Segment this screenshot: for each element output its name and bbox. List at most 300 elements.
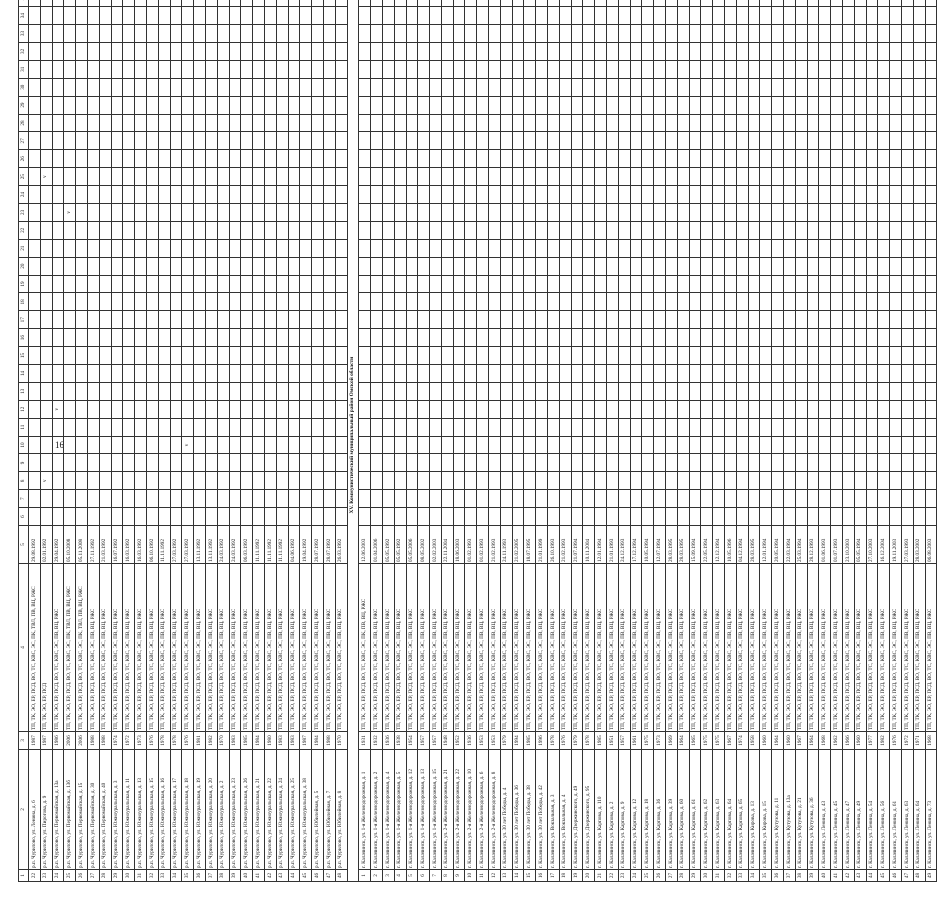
mark-cell (795, 329, 807, 347)
mark-cell (512, 25, 524, 43)
mark-cell (52, 96, 64, 114)
mark-cell (312, 508, 324, 526)
mark-cell (536, 42, 548, 60)
mark-cell (677, 293, 689, 311)
date: 16.03.1992 (123, 526, 135, 564)
mark-cell (559, 221, 571, 239)
mark-cell (205, 186, 217, 204)
utilities: ТП, ТК, ЭО, ЕР, ПСД, ВО, ТС, КВС, ЭС, ПВ, ВЦ, РЖС (878, 564, 890, 732)
date: 05.05.1992 (382, 526, 394, 564)
mark-cell (795, 78, 807, 96)
mark-cell (382, 490, 394, 508)
mark-cell (300, 60, 312, 78)
mark-cell (453, 418, 465, 436)
mark-cell (913, 186, 925, 204)
mark-cell (548, 508, 560, 526)
mark-cell (52, 311, 64, 329)
mark-cell (689, 436, 701, 454)
mark-cell (630, 490, 642, 508)
row-number: 15 (524, 870, 536, 882)
mark-cell (901, 186, 913, 204)
row-number: 37 (784, 870, 796, 882)
mark-cell (394, 347, 406, 365)
row-number: 36 (772, 870, 784, 882)
mark-cell (925, 508, 937, 526)
mark-cell (418, 257, 430, 275)
mark-cell (901, 490, 913, 508)
mark-cell (170, 382, 182, 400)
mark-cell (866, 150, 878, 168)
year-built: 1994 (512, 732, 524, 750)
mark-cell (512, 400, 524, 418)
mark-cell (725, 472, 737, 490)
mark-cell (583, 472, 595, 490)
mark-cell (76, 400, 88, 418)
mark-cell (229, 78, 241, 96)
mark-cell (40, 490, 52, 508)
mark-cell (831, 221, 843, 239)
mark-cell (441, 311, 453, 329)
mark-cell (890, 508, 902, 526)
mark-cell (312, 150, 324, 168)
mark-cell (229, 168, 241, 186)
mark-cell (890, 364, 902, 382)
mark-cell (760, 150, 772, 168)
utilities: ТП, ТК, ЭО, ЕР, ПСД, ВО, ТС, КВС, ЭС, ПВ, ВЦ, РЖС (205, 564, 217, 732)
mark-cell (760, 25, 772, 43)
mark-cell (500, 472, 512, 490)
year-built: 1957 (418, 732, 430, 750)
mark-cell (430, 114, 442, 132)
mark-cell (512, 418, 524, 436)
mark-cell (489, 96, 501, 114)
mark-cell (477, 382, 489, 400)
row-number: 2 (371, 870, 383, 882)
row-number: 25 (64, 870, 76, 882)
address: р.п. Чурилово, ул. Южноуральская, д. 3 (111, 750, 123, 870)
mark-cell (878, 221, 890, 239)
mark-cell (725, 364, 737, 382)
mark-cell (536, 472, 548, 490)
mark-cell (371, 7, 383, 25)
table-row (866, 0, 878, 882)
row-number: 31 (135, 870, 147, 882)
mark-cell (760, 382, 772, 400)
mark-cell (229, 347, 241, 365)
mark-cell (760, 186, 772, 204)
mark-cell (736, 382, 748, 400)
mark-cell (831, 400, 843, 418)
mark-cell (689, 0, 701, 7)
mark-cell (418, 78, 430, 96)
mark-cell (630, 78, 642, 96)
mark-cell (111, 96, 123, 114)
mark-cell (312, 221, 324, 239)
mark-cell (819, 436, 831, 454)
mark-cell (123, 239, 135, 257)
mark-cell (64, 132, 76, 150)
mark-cell (312, 186, 324, 204)
mark-cell (76, 275, 88, 293)
mark-cell (194, 364, 206, 382)
mark-cell (430, 221, 442, 239)
mark-cell (878, 364, 890, 382)
mark-cell (795, 364, 807, 382)
mark-cell (760, 329, 772, 347)
mark-cell (760, 436, 772, 454)
mark-cell (146, 293, 158, 311)
mark-cell (359, 400, 371, 418)
mark-cell (217, 96, 229, 114)
mark-cell (453, 42, 465, 60)
mark-cell (40, 114, 52, 132)
mark-cell (205, 400, 217, 418)
mark-cell (99, 203, 111, 221)
mark-cell (760, 168, 772, 186)
mark-cell (500, 78, 512, 96)
table-row (772, 0, 784, 882)
mark-cell (323, 508, 335, 526)
mark-cell (441, 400, 453, 418)
mark-cell (312, 78, 324, 96)
mark-cell (170, 257, 182, 275)
mark-cell (170, 239, 182, 257)
mark-cell (300, 257, 312, 275)
mark-cell (253, 400, 265, 418)
mark-cell (323, 25, 335, 43)
mark-cell (394, 186, 406, 204)
mark-cell (465, 150, 477, 168)
mark-cell (736, 490, 748, 508)
mark-cell (229, 150, 241, 168)
mark-cell (725, 25, 737, 43)
mark-cell (642, 257, 654, 275)
mark-cell (205, 311, 217, 329)
mark-cell (323, 490, 335, 508)
mark-cell (241, 7, 253, 25)
mark-cell (489, 0, 501, 7)
mark-cell (878, 311, 890, 329)
mark-cell (170, 490, 182, 508)
mark-cell (689, 311, 701, 329)
mark-cell (854, 275, 866, 293)
mark-cell (559, 186, 571, 204)
mark-cell (784, 293, 796, 311)
utilities: ТП, ТК, ЭО, ЕР, ПСД, ВО, ТС, КВС, ЭС, ПВ, ВЦ, РЖС (642, 564, 654, 732)
mark-cell (465, 96, 477, 114)
mark-cell (194, 132, 206, 150)
mark-cell (500, 25, 512, 43)
mark-cell (548, 490, 560, 508)
mark-cell (406, 132, 418, 150)
mark-cell (87, 293, 99, 311)
mark-cell (453, 150, 465, 168)
table-row (441, 0, 453, 882)
mark-cell (40, 347, 52, 365)
mark-cell (312, 114, 324, 132)
utilities: ТП, ТК, ЭО, ЕР, ПСД, ВО, ТС, КВС, ЭС, ПВ, ВЦ, РЖС (441, 564, 453, 732)
mark-cell (29, 221, 41, 239)
mark-cell (831, 382, 843, 400)
mark-cell (359, 454, 371, 472)
utilities: ТП, ТК, ЭО, ЕР, ПСД, ВО, ТС, КВС, ЭС, ПВ, ВЦ, РЖС (854, 564, 866, 732)
mark-cell (205, 60, 217, 78)
mark-cell (512, 168, 524, 186)
mark-cell (866, 203, 878, 221)
mark-cell (170, 400, 182, 418)
mark-cell (52, 436, 64, 454)
mark-cell (276, 257, 288, 275)
mark-cell (548, 42, 560, 60)
mark-cell (465, 221, 477, 239)
row-number: 37 (205, 870, 217, 882)
mark-cell (866, 436, 878, 454)
mark-cell (182, 186, 194, 204)
date: 21.02.2005 (512, 526, 524, 564)
mark-cell (772, 60, 784, 78)
mark-cell (182, 329, 194, 347)
mark-cell (430, 293, 442, 311)
mark-cell (182, 114, 194, 132)
mark-cell (441, 257, 453, 275)
date: 15.09.1994 (689, 526, 701, 564)
mark-cell (748, 311, 760, 329)
mark-cell (241, 132, 253, 150)
mark-cell (854, 454, 866, 472)
mark-cell (335, 454, 347, 472)
mark-cell (418, 96, 430, 114)
mark-cell (784, 436, 796, 454)
table-row (524, 0, 536, 882)
mark-cell (288, 60, 300, 78)
utilities: ТП, ТК, ЭО, ЕР, ПСД, ВО, ТС, КВС, ЭС, ПВ, ВЦ, РЖС (123, 564, 135, 732)
mark-cell (29, 186, 41, 204)
mark-cell (654, 311, 666, 329)
mark-cell (300, 311, 312, 329)
mark-cell (394, 508, 406, 526)
mark-cell (866, 78, 878, 96)
mark-cell (441, 364, 453, 382)
address: г. Калачинск, ул. Карпова, д. 63 (713, 750, 725, 870)
mark-cell (795, 186, 807, 204)
mark-cell (158, 454, 170, 472)
mark-cell (87, 42, 99, 60)
mark-cell (512, 329, 524, 347)
table-row (253, 0, 265, 882)
mark-cell (40, 7, 52, 25)
mark-cell (146, 508, 158, 526)
mark-cell (371, 96, 383, 114)
mark-cell (725, 0, 737, 7)
date: 16.03.1992 (135, 526, 147, 564)
mark-cell (925, 347, 937, 365)
row-number: 16 (536, 870, 548, 882)
mark-cell (418, 364, 430, 382)
mark-cell (713, 114, 725, 132)
mark-cell (430, 436, 442, 454)
mark-cell (548, 257, 560, 275)
utilities: ТП, ТК, ЭО, ЕР, ПСД, ВО, ТС, КВС, ЭС, ПВ, ВЦ, РЖС (713, 564, 725, 732)
mark-cell (359, 96, 371, 114)
mark-cell (430, 96, 442, 114)
date: 21.02.1993 (559, 526, 571, 564)
mark-cell (300, 78, 312, 96)
mark-cell (913, 490, 925, 508)
date: 25.03.1994 (795, 526, 807, 564)
mark-cell (677, 418, 689, 436)
mark-cell (146, 78, 158, 96)
mark-cell (300, 42, 312, 60)
mark-cell (99, 0, 111, 7)
mark-cell (901, 25, 913, 43)
mark-cell (559, 472, 571, 490)
mark-cell (536, 293, 548, 311)
mark-cell (288, 168, 300, 186)
mark-cell (64, 7, 76, 25)
mark-cell (418, 293, 430, 311)
mark-cell (29, 96, 41, 114)
mark-cell (748, 203, 760, 221)
mark-cell (76, 96, 88, 114)
mark-cell (359, 347, 371, 365)
mark-cell (111, 418, 123, 436)
mark-cell (677, 311, 689, 329)
mark-cell (795, 114, 807, 132)
mark-cell (64, 78, 76, 96)
mark-cell (795, 7, 807, 25)
mark-cell (666, 221, 678, 239)
mark-cell (583, 454, 595, 472)
mark-cell (229, 382, 241, 400)
mark-cell (559, 7, 571, 25)
mark-cell (489, 508, 501, 526)
mark-cell (99, 329, 111, 347)
mark-cell (748, 436, 760, 454)
mark-cell (760, 114, 772, 132)
mark-cell (925, 454, 937, 472)
mark-cell (548, 436, 560, 454)
mark-cell (205, 96, 217, 114)
mark-cell (135, 239, 147, 257)
utilities: ТП, ТК, ЭО, ЕР, ПСД, ВО, ТС, КВС, ЭС, ПК, ПВ, ВЦ, РЖС (359, 564, 371, 732)
mark-cell (453, 7, 465, 25)
mark-cell (666, 275, 678, 293)
row-number: 38 (217, 870, 229, 882)
year-built: 1988 (87, 732, 99, 750)
mark-cell (276, 150, 288, 168)
mark-cell (64, 418, 76, 436)
mark-cell (689, 7, 701, 25)
mark-cell (618, 0, 630, 7)
mark-cell (819, 382, 831, 400)
mark-cell (784, 257, 796, 275)
mark-cell (854, 132, 866, 150)
mark-cell (394, 221, 406, 239)
mark-cell (878, 203, 890, 221)
address: г. Калачинск, ул. Карпова, д. 65 (736, 750, 748, 870)
mark-cell (713, 454, 725, 472)
mark-cell (359, 203, 371, 221)
mark-cell (64, 150, 76, 168)
utilities: ТП, ТК, ЭО, ЕР, ПСД, ВО, ТС, КВС, ЭС, ПВ, ВЦ, РЖС (583, 564, 595, 732)
year-built: 2006 (76, 732, 88, 750)
mark-cell (465, 0, 477, 7)
mark-cell (890, 96, 902, 114)
mark-cell (512, 311, 524, 329)
mark-cell (677, 78, 689, 96)
mark-cell (394, 275, 406, 293)
mark-cell (300, 7, 312, 25)
mark-cell (382, 329, 394, 347)
mark-cell (99, 436, 111, 454)
table-row (748, 0, 760, 882)
mark-cell (253, 472, 265, 490)
mark-cell (264, 364, 276, 382)
mark-cell (194, 400, 206, 418)
row-number: 40 (241, 870, 253, 882)
address: г. Калачинск, ул. Ленина, д. 73 (925, 750, 937, 870)
mark-cell (312, 25, 324, 43)
mark-cell (748, 132, 760, 150)
mark-cell (772, 150, 784, 168)
year-built: 1974 (111, 732, 123, 750)
mark-cell (146, 382, 158, 400)
mark-cell (371, 168, 383, 186)
year-built: 1968 (925, 732, 937, 750)
mark-cell (901, 60, 913, 78)
date: 05.10.2008 (64, 526, 76, 564)
mark-cell (795, 347, 807, 365)
mark-cell (689, 508, 701, 526)
mark-cell (666, 454, 678, 472)
mark-cell (441, 382, 453, 400)
address: р.п. Чурилово, ул. Южноуральская, д. 23 (229, 750, 241, 870)
mark-cell (642, 221, 654, 239)
mark-cell (748, 329, 760, 347)
mark-cell (406, 347, 418, 365)
address: р.п. Чурилово, ул. Южноуральская, д. 21 (253, 750, 265, 870)
mark-cell (76, 42, 88, 60)
mark-cell (583, 78, 595, 96)
mark-cell (559, 257, 571, 275)
mark-cell (430, 78, 442, 96)
mark-cell (323, 311, 335, 329)
mark-cell (536, 25, 548, 43)
mark-cell (618, 400, 630, 418)
mark-cell (335, 25, 347, 43)
mark-cell (264, 329, 276, 347)
table-row (288, 0, 300, 882)
mark-cell (312, 203, 324, 221)
mark-cell (760, 490, 772, 508)
mark-cell (477, 472, 489, 490)
mark-cell (901, 239, 913, 257)
mark-cell (229, 454, 241, 472)
mark-cell (64, 60, 76, 78)
mark-cell (736, 25, 748, 43)
mark-cell (854, 508, 866, 526)
mark-cell (878, 347, 890, 365)
mark-cell (901, 7, 913, 25)
mark-cell (595, 508, 607, 526)
year-built: 1972 (123, 732, 135, 750)
address: р.п. Чурилово, ул. Юбилейная, д. 5 (312, 750, 324, 870)
mark-cell (371, 400, 383, 418)
mark-cell (40, 436, 52, 454)
mark-cell (40, 293, 52, 311)
mark-cell (866, 275, 878, 293)
mark-cell (489, 364, 501, 382)
